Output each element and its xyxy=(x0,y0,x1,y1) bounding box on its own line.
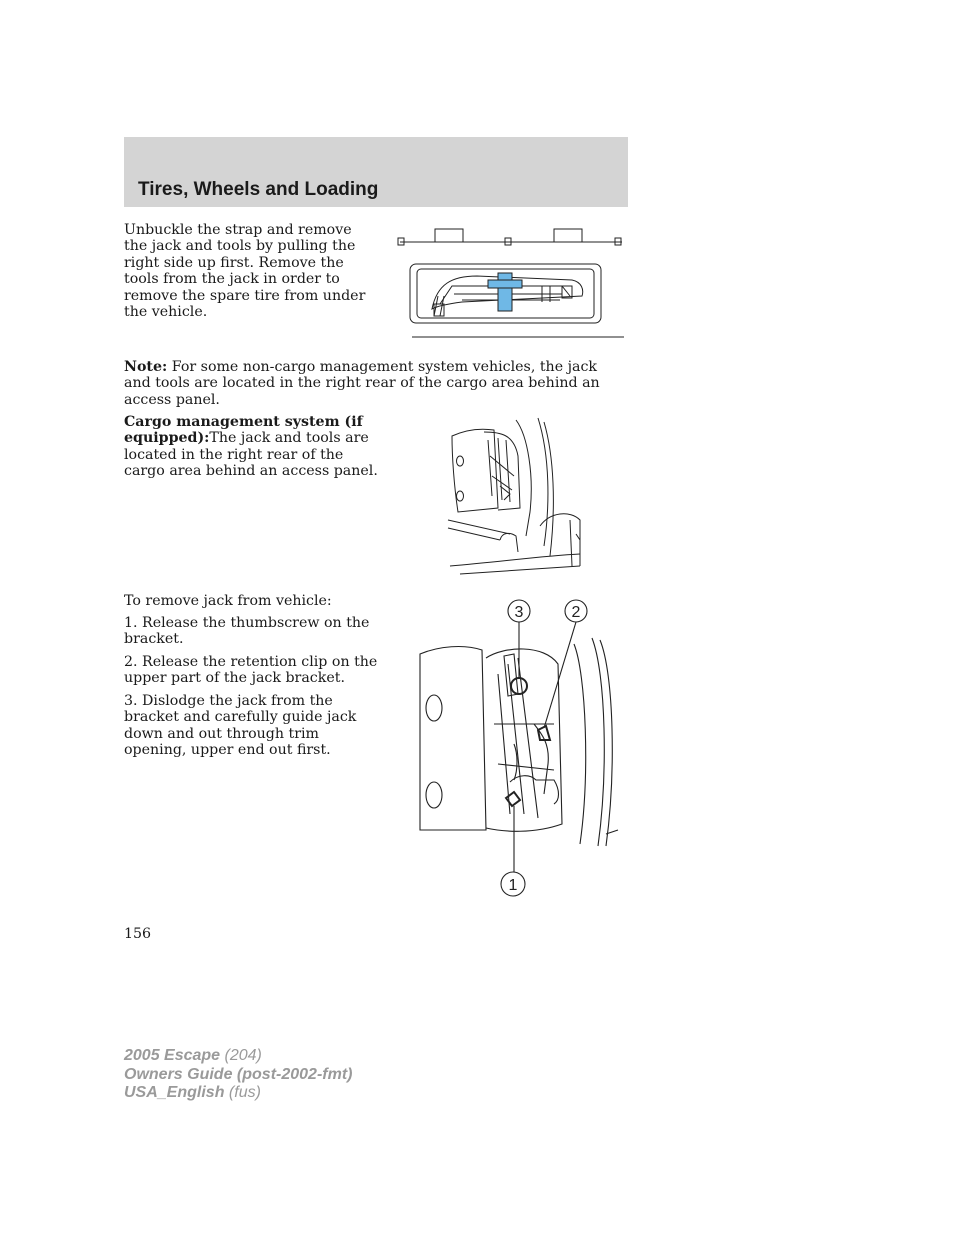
note-paragraph xyxy=(124,359,608,408)
note-label: Note: xyxy=(124,359,168,375)
remove-intro: To remove jack from vehicle: xyxy=(124,593,332,609)
step-3: 3. Dislodge the jack from the bracket and carefully guide jack down and out through trim opening, upper end out first. xyxy=(124,693,357,759)
step-2: 2. Release the retention clip on the upper part of the jack bracket. xyxy=(124,654,378,687)
document-footer xyxy=(124,1047,352,1103)
cargo-label: Cargo management system (if equipped): xyxy=(124,414,363,447)
section-header xyxy=(124,137,628,207)
step-1: 1. Release the thumbscrew on the bracket. xyxy=(124,615,370,648)
section-title: Tires, Wheels and Loading xyxy=(138,179,379,200)
instructions-paragraph: Unbuckle the strap and remove the jack and tools by pulling the right side up first. Remove the tools from the jack in order to remove the spare tire from under the vehicle. xyxy=(124,222,366,321)
page-number: 156 xyxy=(124,926,152,942)
callout-1: 1 xyxy=(508,877,518,894)
cargo-paragraph xyxy=(124,414,380,480)
footer-model: 2005 Escape xyxy=(124,1047,221,1064)
note-text: For some non-cargo management system vehicles, the jack and tools are located in the right rear of the cargo area behind an access panel. xyxy=(124,359,600,408)
footer-locale-code: (fus) xyxy=(224,1084,261,1101)
footer-model-code: (204) xyxy=(220,1047,262,1064)
jack-strap-illustration xyxy=(392,224,628,342)
jack-bracket-illustration xyxy=(414,594,626,902)
callout-3: 3 xyxy=(514,604,524,621)
footer-guide: Owners Guide (post-2002-fmt) xyxy=(124,1065,353,1083)
cargo-access-panel-illustration xyxy=(440,416,590,576)
callout-2: 2 xyxy=(571,604,581,621)
footer-locale: USA_English xyxy=(124,1084,225,1101)
cargo-text: The jack and tools are located in the right rear of the cargo area behind an access panel. xyxy=(124,430,378,480)
